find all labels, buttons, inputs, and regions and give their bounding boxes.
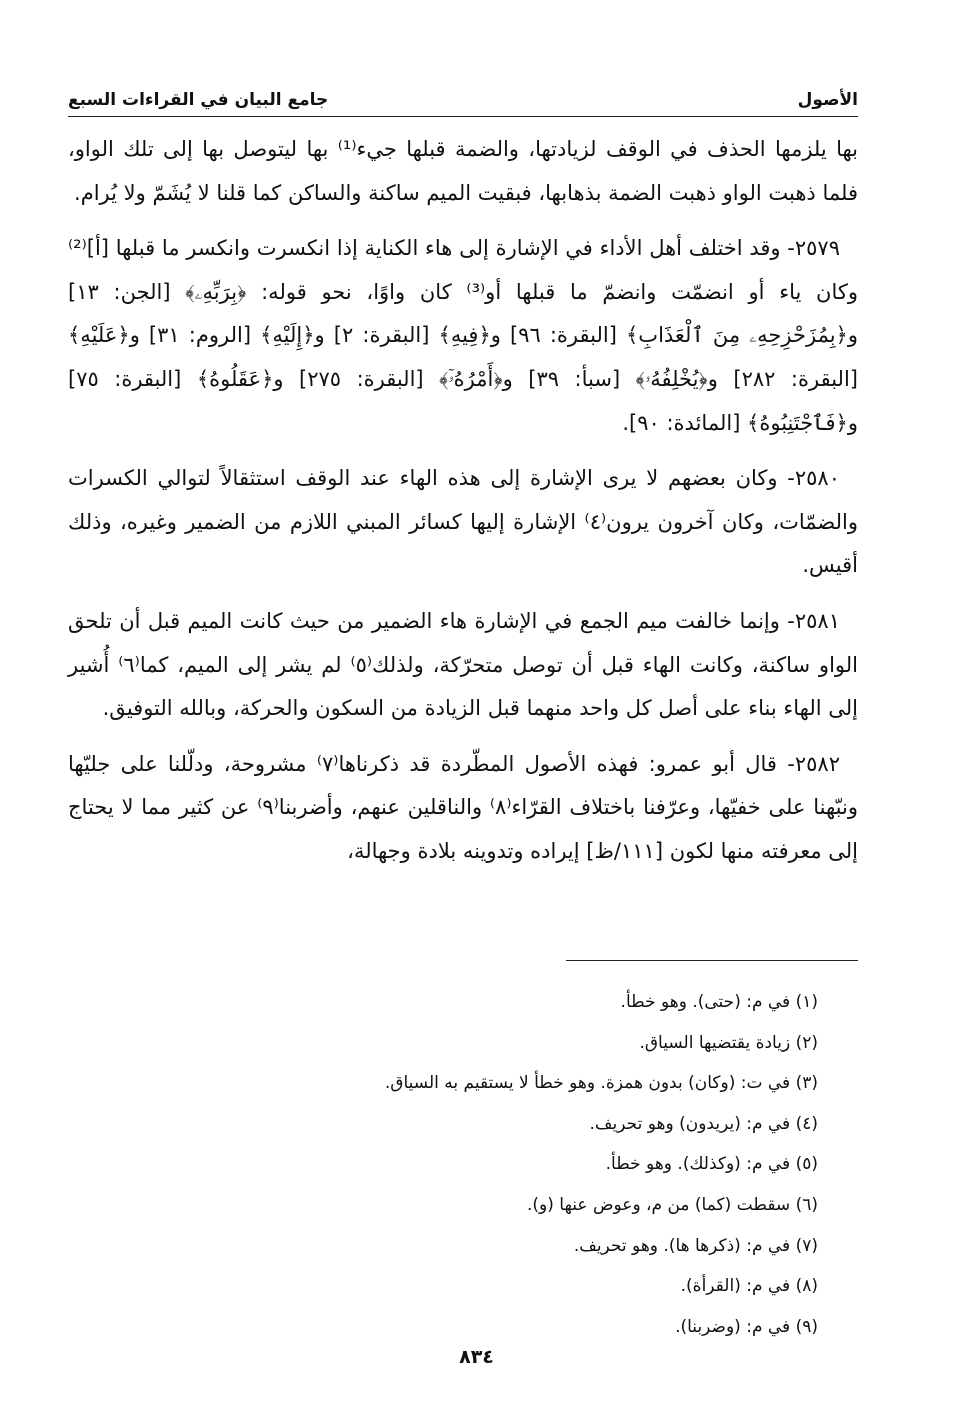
paragraph-2580: ٢٥٨٠- وكان بعضهم لا يرى الإشارة إلى هذه الهاء عند الوقف استثقالاً لتوالي الكسرات والضمّات، وكان آخرون يرون⁽٤⁾ الإشارة إليها كسائر المبني اللازم من الضمير وغيره، وذلك أقيس. xyxy=(68,466,858,578)
footnote: (٤) في م: (يريدون) وهو تحريف. xyxy=(589,1113,818,1134)
footnote: (٥) في م: (وكذلك). وهو خطأ. xyxy=(605,1154,818,1175)
footnote: (١) في م: (حتى). وهو خطأ. xyxy=(620,992,818,1012)
footnote: (٣) في ت: (وكان) بدون همزة. وهو خطأ لا يستقيم به السياق. xyxy=(384,1073,818,1094)
book-title: جامع البيان في القراءات السبع xyxy=(68,90,329,110)
footnote: (٧) في م: (ذكرها ها). وهو تحريف. xyxy=(573,1235,818,1256)
footnote: (٦) سقطت (كما) من م، وعوض عنها (و). xyxy=(526,1194,818,1215)
paragraph-2582: ٢٥٨٢- قال أبو عمرو: فهذه الأصول المطّردة قد ذكرناها⁽٧⁾ مشروحة، ودلّلنا على جليّها ونبّهنا على خفيّها، وعرّفنا باختلاف القرّاء⁽٨⁾ والناقلين عنهم، وأضربنا⁽٩⁾ عن كثير مما لا يحتاج إلى معرفته منها لكون [١١١/ظ] إيراده وتدوينه بلادة وجهالة، xyxy=(68,751,858,863)
paragraph-2579: ٢٥٧٩- وقد اختلف أهل الأداء في الإشارة إلى هاء الكناية إذا انكسرت وانكسر ما قبلها [أ]⁽²⁾ وكان ياء أو انضمّت وانضمّ ما قبلها أو⁽³⁾ كان واوًا، نحو قوله: ﴿بِرَبِّهِۦ﴾ [الجن: ١٣] و﴿بِمُزَحْزِحِهِۦ مِنَ ٱلْعَذَابِ﴾ [البقرة: ٩٦] و﴿فِيهِ﴾ [البقرة: ٢] و﴿إِلَيْهِ﴾ [الروم: ٣١] و﴿عَلَيْهِ﴾ [البقرة: ٢٨٢] و﴿يُخْلِفُهُۥ﴾ [سبأ: ٣٩] و﴿أَمْرُهُۥٓ﴾ [البقرة: ٢٧٥] و﴿عَقَلُوهُ﴾ [البقرة: ٧٥] و﴿فَٱجْتَنِبُوهُ﴾ [المائدة: ٩٠]. xyxy=(68,236,858,435)
chapter-title: الأصول xyxy=(797,90,858,110)
footnote: (٨) في م: (القرأة). xyxy=(680,1276,818,1297)
main-text xyxy=(68,128,858,886)
footnote: (٢) زيادة يقتضيها السياق. xyxy=(639,1032,818,1053)
paragraph-continuation: بها يلزمها الحذف في الوقف لزيادتها، والضمة قبلها جيء⁽¹⁾ بها ليتوصل بها إلى تلك الواو، فلما ذهبت الواو ذهبت الضمة بذهابها، فبقيت الميم ساكنة والساكن كما قلنا لا يُشَمّ ولا يُرام. xyxy=(68,137,858,205)
footnotes xyxy=(120,982,818,1347)
footnote-separator xyxy=(566,960,858,961)
page-number: ٨٣٤ xyxy=(459,1346,494,1368)
footnote: (٩) في م: (وضربنا). xyxy=(675,1316,818,1337)
paragraph-2581: ٢٥٨١- وإنما خالفت ميم الجمع في الإشارة هاء الضمير من حيث كانت الميم قبل أن تلحق الواو ساكنة، وكانت الهاء قبل أن توصل متحرّكة، ولذلك⁽٥⁾ لم يشر إلى الميم، كما⁽٦⁾ أُشير إلى الهاء بناء على أصل كل واحد منهما قبل الزيادة من السكون والحركة، وبالله التوفيق. xyxy=(68,608,858,721)
running-header xyxy=(68,76,858,117)
